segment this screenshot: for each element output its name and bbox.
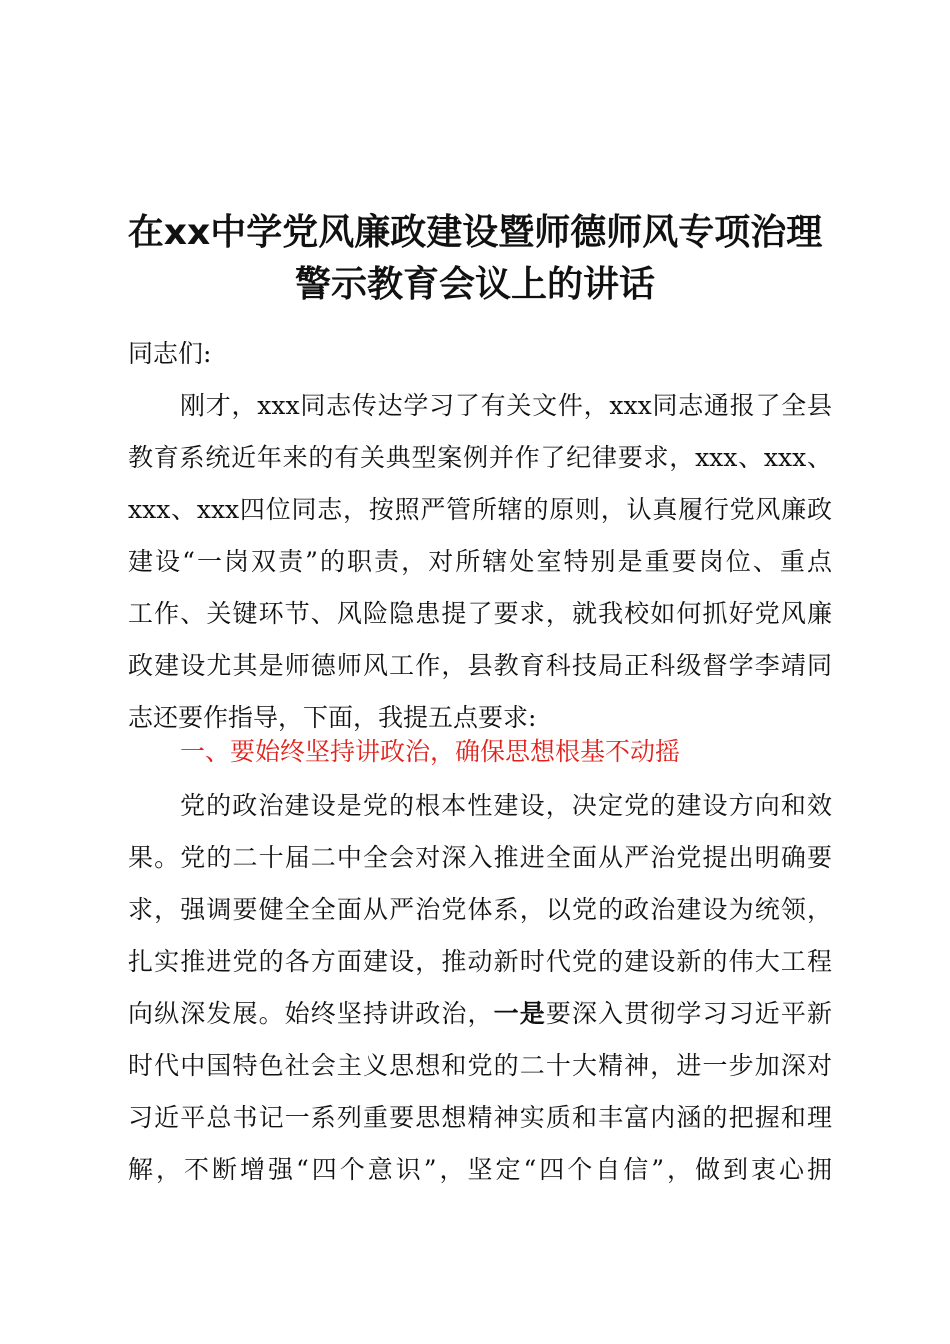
- salutation: 同志们:: [128, 339, 212, 368]
- paragraph-line: 建设“一岗双责”的职责，对所辖处室特别是重要岗位、重点: [128, 547, 832, 576]
- bold-emphasis: 一是: [493, 999, 546, 1028]
- paragraph-line: 教育系统近年来的有关典型案例并作了纪律要求，xxx、xxx、: [128, 443, 832, 472]
- document-title-line-2: 警示教育会议上的讲话: [294, 264, 655, 305]
- section-heading: 一、要始终坚持讲政治，确保思想根基不动摇: [180, 737, 681, 766]
- paragraph-line: 志还要作指导，下面，我提五点要求:: [128, 703, 537, 732]
- paragraph-line: 解，不断增强“四个意识”，坚定“四个自信”，做到衷心拥: [128, 1155, 832, 1184]
- paragraph-line: 刚才，xxx同志传达学习了有关文件，xxx同志通报了全县: [180, 391, 832, 420]
- paragraph-line: 果。党的二十届二中全会对深入推进全面从严治党提出明确要: [128, 843, 832, 872]
- paragraph-line: 习近平总书记一系列重要思想精神实质和丰富内涵的把握和理: [128, 1103, 832, 1132]
- paragraph-line: 政建设尤其是师德师风工作，县教育科技局正科级督学李靖同: [128, 651, 832, 680]
- paragraph-text: 向纵深发展。始终坚持讲政治，: [128, 999, 494, 1028]
- paragraph-line: [128, 994, 832, 1034]
- paragraph-line: 扎实推进党的各方面建设，推动新时代党的建设新的伟大工程: [128, 947, 832, 976]
- paragraph-line: 工作、关键环节、风险隐患提了要求，就我校如何抓好党风廉: [128, 599, 832, 628]
- paragraph-text: 要深入贯彻学习习近平新: [545, 999, 832, 1028]
- paragraph-line: 求，强调要健全全面从严治党体系，以党的政治建设为统领，: [128, 895, 832, 924]
- paragraph-line: 时代中国特色社会主义思想和党的二十大精神，进一步加深对: [128, 1051, 832, 1080]
- document-title-line-1: 在xx中学党风廉政建设暨师德师风专项治理: [127, 212, 823, 253]
- paragraph-line: xxx、xxx四位同志，按照严管所辖的原则，认真履行党风廉政: [128, 495, 832, 524]
- paragraph-line: 党的政治建设是党的根本性建设，决定党的建设方向和效: [180, 791, 832, 820]
